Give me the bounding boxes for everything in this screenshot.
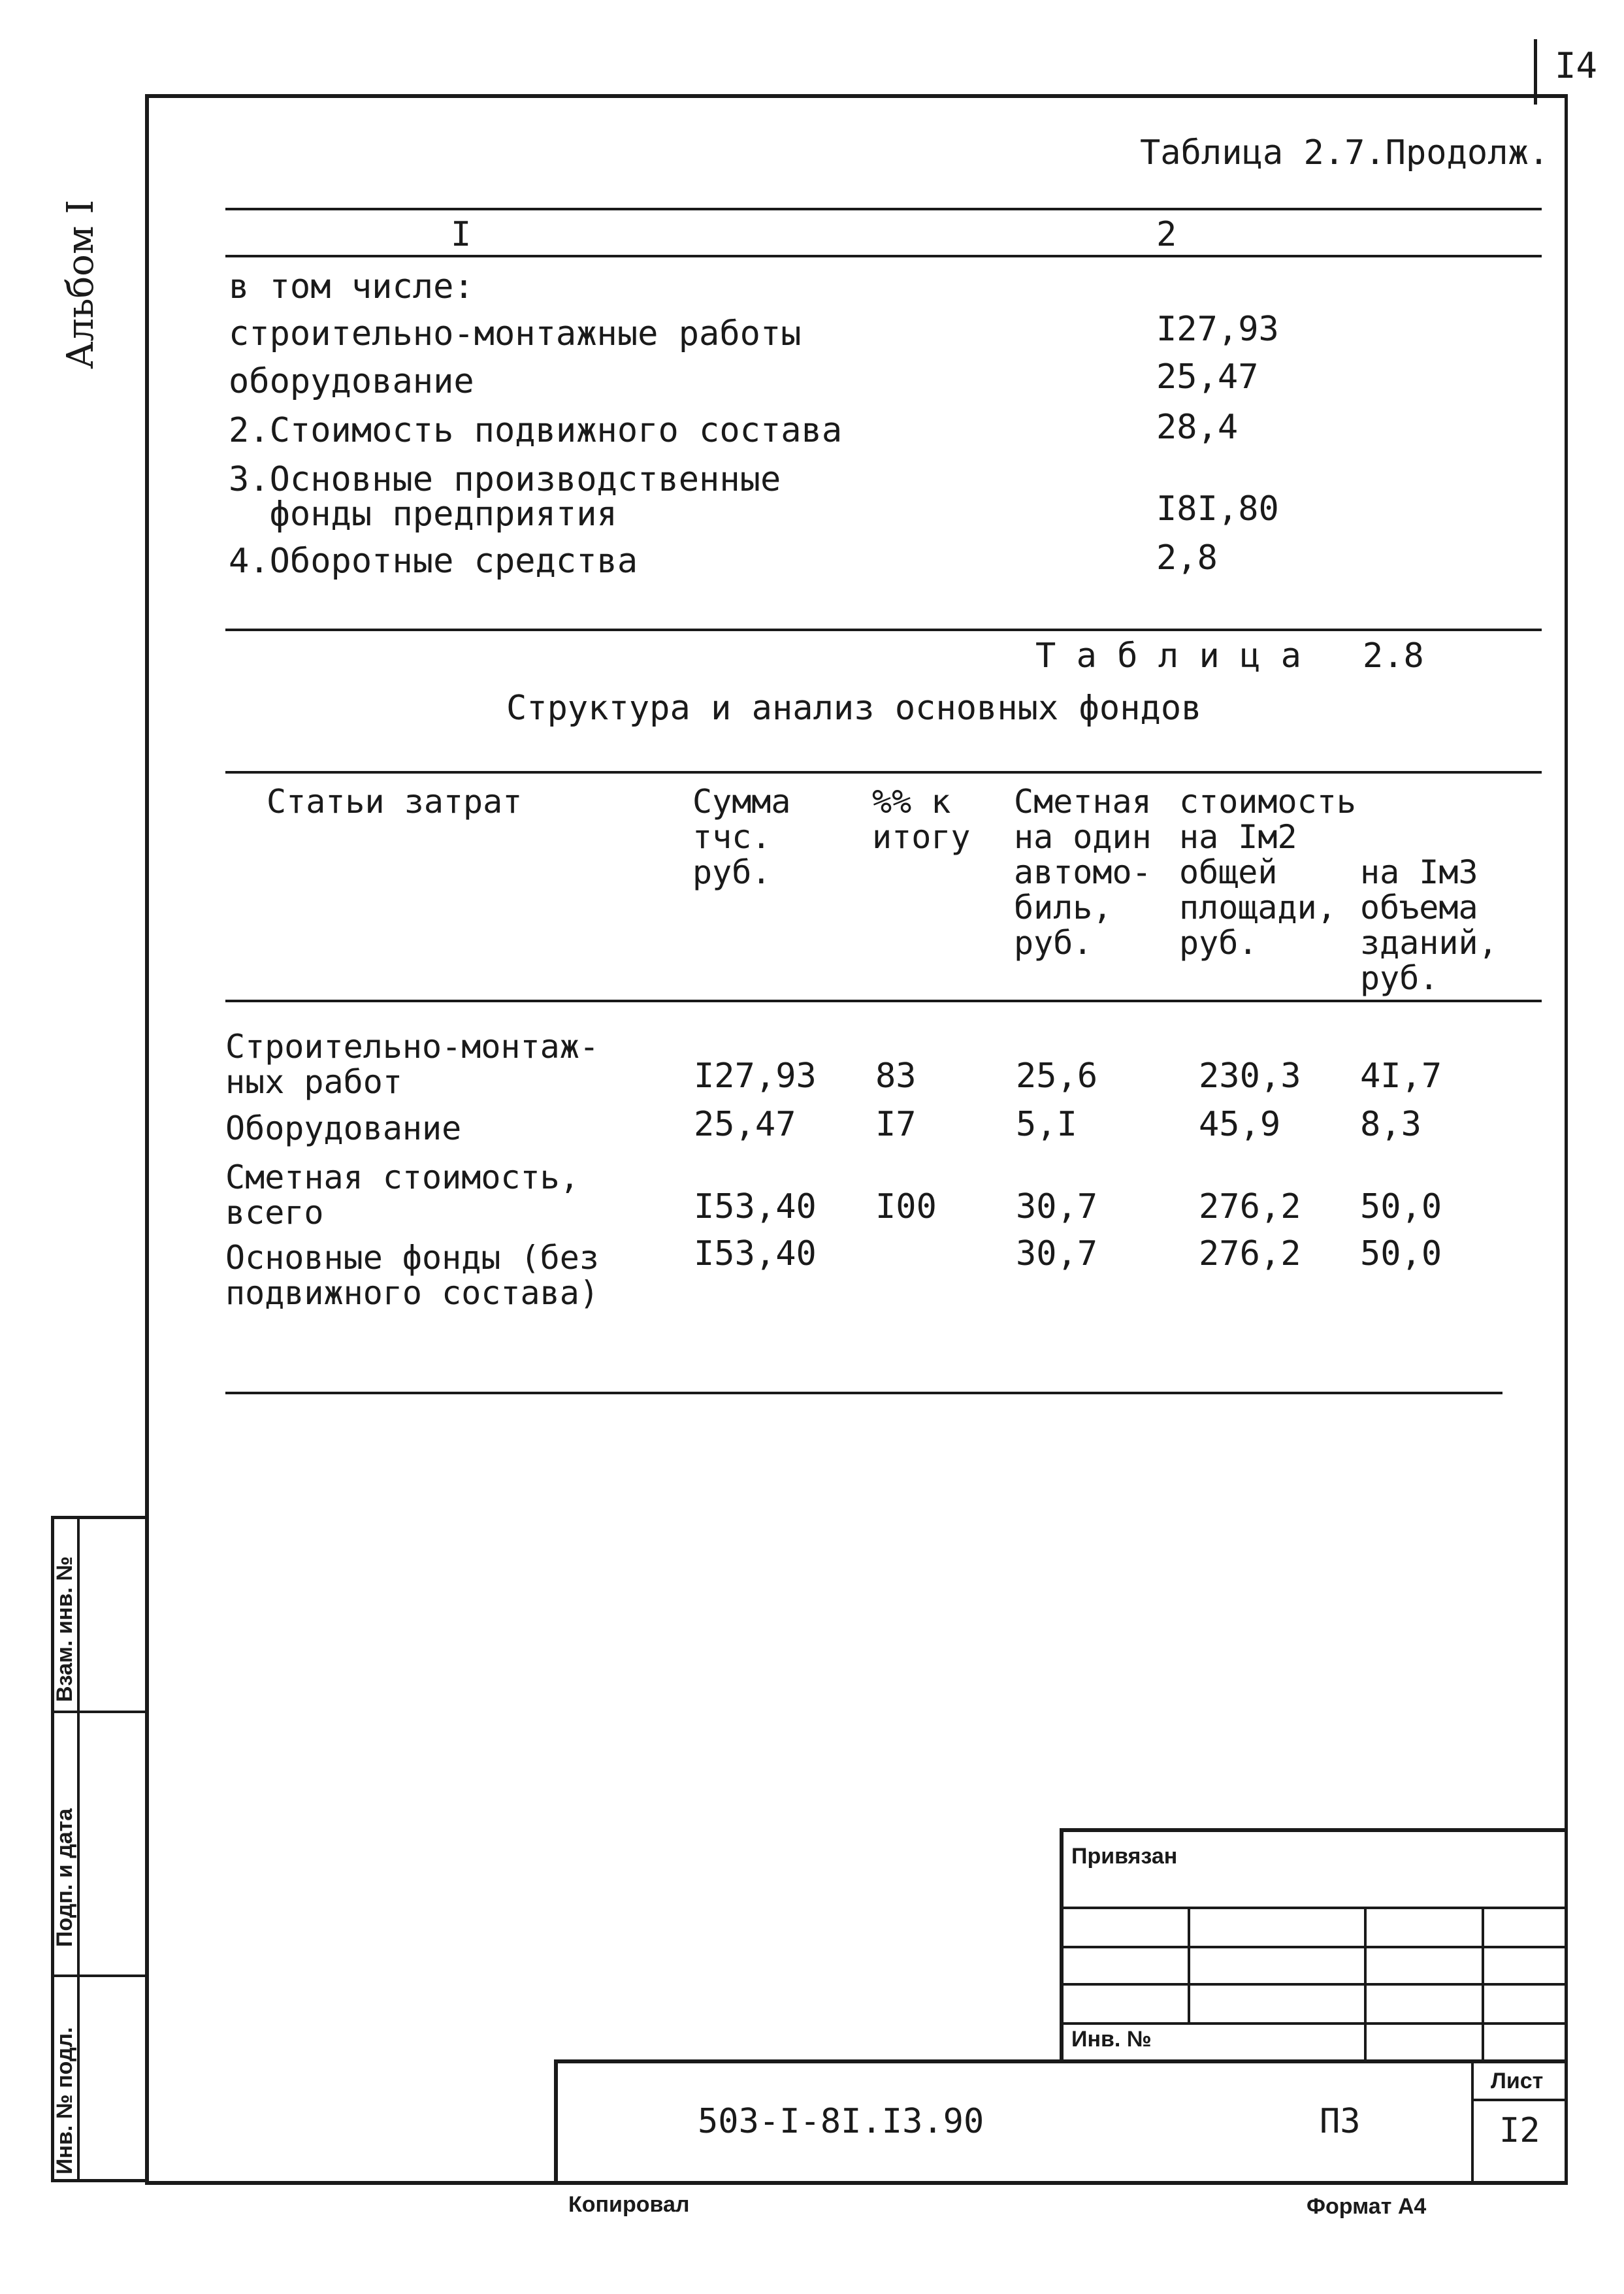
table27-col2-header: 2: [1156, 215, 1177, 254]
table27-row-label: в том числе:: [229, 267, 474, 306]
table28-row-per-m2: 276,2: [1199, 1234, 1301, 1273]
side-stamp-vzam-inv: Взам. инв. №: [52, 1556, 77, 1702]
table28-header-col1: Статьи затрат: [267, 783, 523, 821]
stamp-grid-h: [1060, 2022, 1568, 2025]
table27-row-label: строительно-монтажные работы: [229, 314, 802, 353]
sheet-label: Лист: [1491, 2069, 1544, 2093]
table28-row-name: Оборудование: [225, 1109, 462, 1147]
table27-row-label: 2.Стоимость подвижного состава: [229, 411, 843, 450]
table28-row-per-m2: 230,3: [1199, 1057, 1301, 1096]
album-label: Альбом I: [59, 199, 102, 369]
side-stamp-divider: [51, 1711, 149, 1713]
table28-header-rule: [225, 1000, 1542, 1002]
side-stamp-divider: [51, 1974, 149, 1977]
table28-header-col6: на Iм3 объема зданий, руб.: [1360, 853, 1498, 997]
stamp-grid-h: [1060, 1946, 1568, 1948]
table28-header-col5: стоимость на Iм2 общей площади, руб.: [1179, 783, 1356, 962]
table28-row-name: Основные фонды (без подвижного состава): [225, 1239, 599, 1312]
page-number: I4: [1555, 45, 1598, 86]
table27-col1-header: I: [451, 215, 472, 254]
stamp-grid-h: [1060, 1983, 1568, 1986]
table28-row-per-car: 25,6: [1016, 1057, 1098, 1096]
table27-row-value: 28,4: [1156, 408, 1239, 447]
copied-label: Копировал: [568, 2192, 690, 2217]
sheet-number: I2: [1499, 2111, 1540, 2150]
table28-row-per-m3: 8,3: [1360, 1105, 1421, 1144]
table28-row-per-m3: 4I,7: [1360, 1057, 1442, 1096]
table27-row-label: оборудование: [229, 362, 474, 401]
table28-row-sum: 25,47: [694, 1105, 796, 1144]
table28-row-per-m2: 276,2: [1199, 1187, 1301, 1226]
table28-row-per-car: 30,7: [1016, 1187, 1098, 1226]
doc-type: ПЗ: [1320, 2102, 1361, 2141]
table27-top-rule: [225, 208, 1542, 210]
privyazan-label: Привязан: [1071, 1844, 1178, 1869]
table28-row-sum: I27,93: [694, 1057, 817, 1096]
table28-row-pct: 83: [875, 1057, 917, 1096]
stamp-grid-v: [1188, 1907, 1190, 2022]
table28-row-per-m3: 50,0: [1360, 1187, 1442, 1226]
title-block-divider: [1471, 2059, 1474, 2185]
table27-header-rule: [225, 255, 1542, 257]
doc-code: 503-I-8I.I3.90: [698, 2102, 984, 2141]
table28-row-name: Сметная стоимость, всего: [225, 1158, 579, 1232]
table27-row-value: 2,8: [1156, 538, 1218, 578]
stamp-grid-v: [1364, 1907, 1367, 2063]
table28-bottom-rule: [225, 1392, 1502, 1394]
table27-row-value: 25,47: [1156, 357, 1259, 397]
table28-number: Т а б л и ц а 2.8: [1035, 636, 1424, 676]
table27-row-value: I8I,80: [1156, 489, 1279, 529]
table28-row-pct: I00: [875, 1187, 937, 1226]
table27-row-label: 3.Основные производственные: [229, 460, 781, 499]
title-block-divider: [1471, 2099, 1568, 2101]
table28-header-col3: %% к итогу: [872, 783, 971, 856]
table27-caption: Таблица 2.7.Продолж.: [1140, 133, 1550, 172]
table27-row-label: 4.Оборотные средства: [229, 542, 638, 581]
table28-row-name: Строительно-монтаж- ных работ: [225, 1028, 599, 1101]
table28-row-pct: I7: [875, 1105, 917, 1144]
table28-top-rule: [225, 771, 1542, 774]
table28-row-per-m2: 45,9: [1199, 1105, 1281, 1144]
stamp-grid-v: [1482, 1907, 1484, 2063]
table28-row-per-car: 5,I: [1016, 1105, 1077, 1144]
table28-row-sum: I53,40: [694, 1234, 817, 1273]
table27-row-value: I27,93: [1156, 310, 1279, 349]
table28-header-col4: Сметная на один автомо- биль, руб.: [1014, 783, 1152, 962]
format-label: Формат А4: [1307, 2194, 1427, 2219]
stamp-grid-h: [1060, 1907, 1568, 1909]
side-stamp-inv-podl: Инв. № подл.: [52, 2027, 77, 2174]
table28-row-per-car: 30,7: [1016, 1234, 1098, 1273]
table27-bottom-rule: [225, 629, 1542, 631]
side-stamp-podp-data: Подп. и дата: [52, 1808, 77, 1947]
table27-row-label: фонды предприятия: [229, 495, 617, 534]
inv-no-label: Инв. №: [1071, 2027, 1152, 2052]
table28-header-col2: Сумма тчс. руб.: [692, 783, 791, 891]
table28-row-sum: I53,40: [694, 1187, 817, 1226]
table28-title: Структура и анализ основных фондов: [506, 689, 1202, 728]
table28-row-per-m3: 50,0: [1360, 1234, 1442, 1273]
